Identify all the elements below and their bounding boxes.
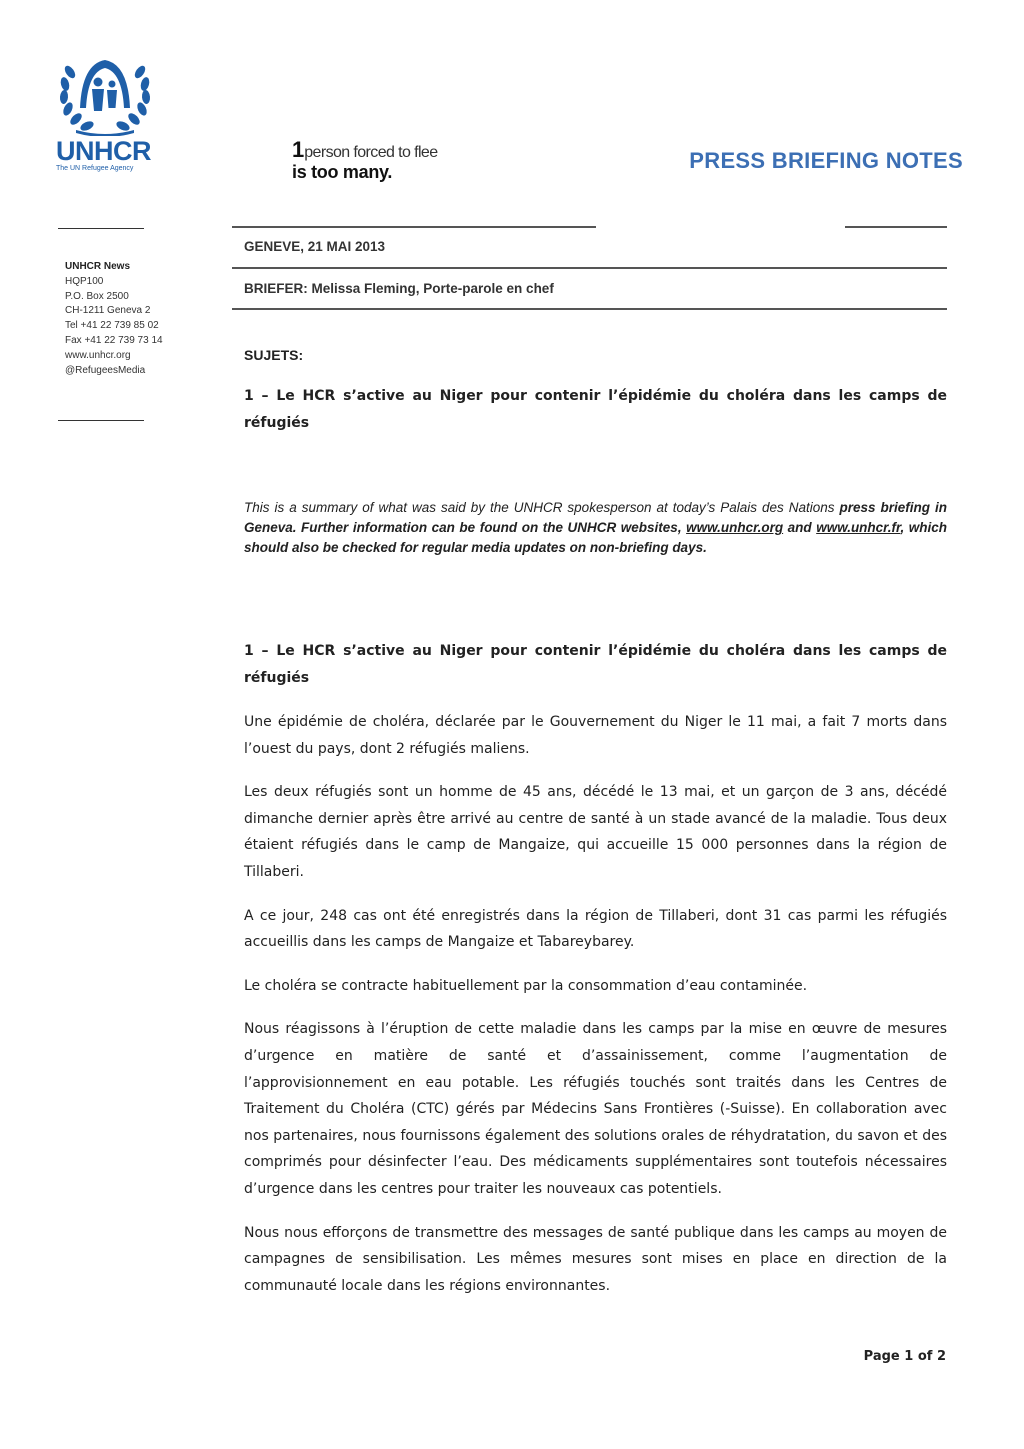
briefing-date: GENEVE, 21 MAI 2013 — [244, 239, 386, 254]
tagline-line2: is too many. — [292, 162, 393, 182]
campaign-tagline — [292, 137, 492, 182]
article-paragraph: Nous nous efforçons de transmettre des messages de santé publique dans les camps au moyen de campagnes de sensibilisation. Les mêmes mesures sont mises en place en direction de la communauté locale dans les régions environnantes. — [244, 1224, 947, 1294]
sidebar-twitter: @RefugeesMedia — [65, 364, 146, 376]
sidebar-line: CH-1211 Geneva 2 — [65, 305, 151, 317]
contact-sidebar — [65, 260, 195, 378]
article-heading: 1 – Le HCR s’active au Niger pour contenir l’épidémie du choléra dans les camps de réfugiés — [244, 643, 947, 686]
unhcr-emblem-icon — [56, 56, 154, 136]
summary-text: , which should also be checked for regular media updates on non-briefing days. — [244, 520, 947, 555]
topic-item: 1 – Le HCR s’active au Niger pour contenir l’épidémie du choléra dans les camps de réfugiés — [244, 388, 947, 431]
tagline-number: 1 — [292, 137, 305, 162]
article-paragraph: Le choléra se contracte habituellement par la consommation d’eau contaminée. — [244, 977, 808, 994]
sidebar-website: www.unhcr.org — [65, 349, 131, 361]
sidebar-line: Fax +41 22 739 73 14 — [65, 334, 163, 346]
topics-label: SUJETS: — [244, 347, 304, 363]
sidebar-line: P.O. Box 2500 — [65, 290, 129, 302]
article-paragraph: Nous réagissons à l’éruption de cette maladie dans les camps par la mise en œuvre de mesures d’urgence en matière de santé et d’assainissement, comme l’augmentation de l’approvisionnement en eau potable. Les réfugiés touchés sont traités dans les Centres de Traitement du Choléra (CTC) gérés par Médecins Sans Frontières (-Suisse). En collaboration avec nos partenaires, nous fournissons également des solutions orales de réhydratation, du savon et des comprimés pour désinfecter l’eau. Des médicaments supplémentaires sont toutefois nécessaires d’urgence dans les centres pour traiter les nouveaux cas potentiels. — [244, 1021, 947, 1197]
unhcr-logo — [56, 56, 160, 173]
unhcr-org-link[interactable]: www.unhcr.org — [686, 520, 784, 535]
briefer-line: BRIEFER: Melissa Fleming, Porte-parole en chef — [244, 281, 554, 296]
article-paragraph: A ce jour, 248 cas ont été enregistrés dans la région de Tillaberi, dont 31 cas parmi les réfugiés accueillis dans les camps de Mangaize et Tabareybarey. — [244, 907, 947, 951]
meta-divider-1 — [232, 267, 947, 269]
tagline-line1: person forced to flee — [304, 144, 438, 161]
article-paragraph: Une épidémie de choléra, déclarée par le Gouvernement du Niger le 11 mai, a fait 7 morts dans l’ouest du pays, dont 2 réfugiés maliens. — [244, 714, 947, 757]
sidebar-line: HQP100 — [65, 275, 104, 287]
sidebar-heading: UNHCR News — [65, 261, 131, 272]
unhcr-fr-link[interactable]: www.unhcr.fr — [816, 520, 901, 535]
page-title: PRESS BRIEFING NOTES — [689, 148, 963, 173]
article-body — [244, 709, 947, 1299]
briefing-summary — [244, 498, 947, 558]
meta-divider-2 — [232, 308, 947, 310]
article-paragraph: Les deux réfugiés sont un homme de 45 ans, décédé le 13 mai, et un garçon de 3 ans, décédé dimanche dernier après être arrivé au centre de santé à un stade avancé de la maladie. Tous deux étaient réfugiés dans le camp de Mangaize, qui accueille 15 000 personnes dans la région de Tillaberi. — [244, 784, 947, 880]
summary-text: and — [783, 520, 817, 535]
sidebar-bottom-divider — [58, 420, 144, 421]
sidebar-line: Tel +41 22 739 85 02 — [65, 320, 159, 332]
sidebar-top-divider — [58, 228, 144, 229]
summary-text: This is a summary of what was said by the UNHCR spokesperson at today’s Palais des Nations — [244, 500, 840, 515]
header-rule-left — [232, 226, 596, 228]
page-number: Page 1 of 2 — [863, 1349, 946, 1364]
logo-wordmark: UNHCR — [56, 136, 151, 166]
summary-text: press briefing in Geneva. Further information can be found on the UNHCR websites, — [244, 500, 947, 535]
header-rule-right — [845, 226, 947, 228]
logo-subtitle: The UN Refugee Agency — [56, 165, 134, 172]
